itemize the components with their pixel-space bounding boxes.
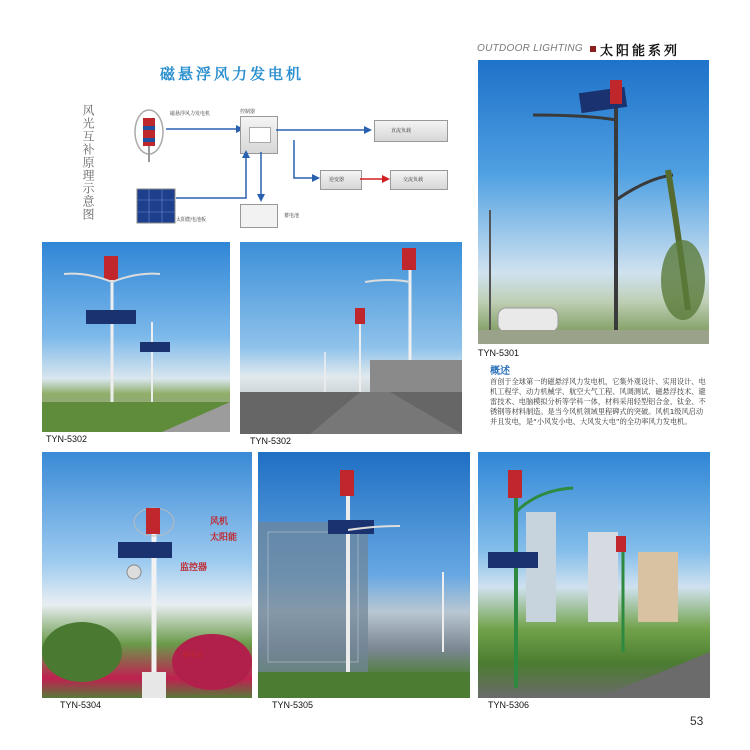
photo-tyn-5302-a <box>42 242 230 432</box>
label-solar: 太阳能 <box>210 533 238 543</box>
inverter-box <box>320 170 362 190</box>
diagram-side-label: 风光互补原理示意图 <box>81 104 95 221</box>
ac-load-box <box>390 170 448 190</box>
brand-en: OUTDOOR LIGHTING <box>477 43 583 54</box>
series-title: 太阳能系列 <box>600 44 681 59</box>
street-light-illustration <box>478 60 709 344</box>
caption-tyn-5302-b: TYN-5302 <box>250 436 292 446</box>
arrow-to-battery <box>255 152 267 202</box>
arrow-to-dc <box>276 124 372 136</box>
ac-load-label: 交流负载 <box>403 177 424 183</box>
dc-load-label: 直流负载 <box>391 128 412 134</box>
battery-label: 蓄电池 <box>284 213 300 219</box>
arrow-to-ac <box>360 173 390 185</box>
photo-tyn-5302-b <box>240 242 462 434</box>
street-light-illustration <box>478 452 710 698</box>
panel-label: 太阳能电池板 <box>176 217 207 223</box>
photo-tyn-5304 <box>42 452 252 698</box>
label-wind: 风机 <box>210 517 229 527</box>
generator-label: 磁悬浮风力发电机 <box>170 111 211 117</box>
street-light-illustration <box>42 452 252 698</box>
photo-tyn-5305 <box>258 452 470 698</box>
battery-box <box>240 204 278 228</box>
dc-load-box <box>374 120 448 142</box>
inverter-label: 逆变器 <box>329 177 345 183</box>
diagram-title: 磁悬浮风力发电机 <box>160 65 305 83</box>
arrow-to-inverter <box>290 140 320 184</box>
overview-text: 首创于全球第一的磁悬浮风力发电机，它集外观设计、实用设计、电机工程学、动力机械学、航空大气工程、风调测试、磁悬浮技术、避雷技术、电脑模拟分析等学科一体，材料采用轻型铝合金、钛金、不锈钢等材料制造。是当今风机领域里程碑式的突破。风机1级风启动并且发电，是“小风发小电、大风发大电”的全功率风力发电机。 <box>490 377 706 426</box>
caption-tyn-5302-a: TYN-5302 <box>46 434 88 444</box>
page-number: 53 <box>690 714 704 728</box>
photo-tyn-5301 <box>478 60 709 344</box>
caption-tyn-5305: TYN-5305 <box>272 700 314 710</box>
controller-label: 控制器 <box>240 109 256 115</box>
header <box>477 40 717 60</box>
arrow-panel-to-controller <box>176 146 256 206</box>
wind-turbine-icon <box>132 104 166 162</box>
street-light-illustration <box>258 452 470 698</box>
street-light-illustration <box>42 242 230 432</box>
overview <box>490 362 710 427</box>
series-marker-icon <box>590 46 596 52</box>
photo-tyn-5306 <box>478 452 710 698</box>
label-battery: 蓄电池 <box>182 651 203 659</box>
solar-panel-icon <box>136 188 176 224</box>
caption-tyn-5306: TYN-5306 <box>488 700 530 710</box>
diagram <box>60 60 470 240</box>
caption-tyn-5301: TYN-5301 <box>478 348 520 358</box>
caption-tyn-5304: TYN-5304 <box>60 700 102 710</box>
arrow-gen-to-controller <box>166 122 246 136</box>
street-light-illustration <box>240 242 462 434</box>
overview-heading: 概述 <box>490 366 510 377</box>
label-monitor: 监控器 <box>180 563 208 573</box>
